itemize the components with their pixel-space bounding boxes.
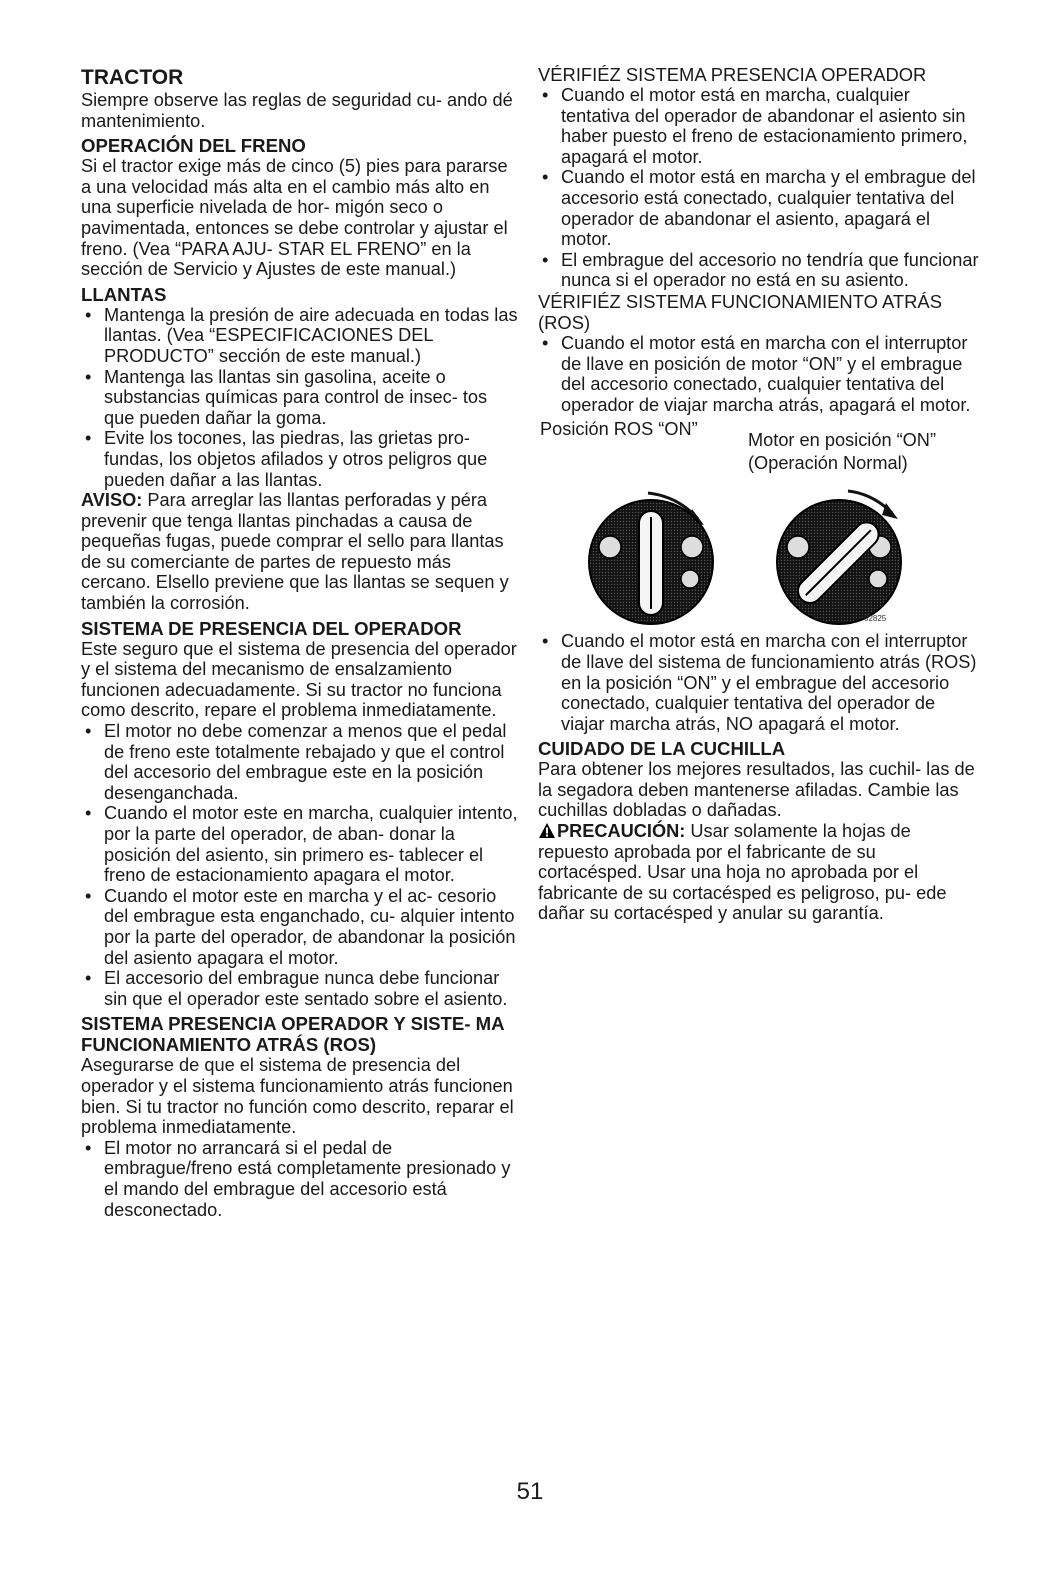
intro-text: Siempre observe las reglas de seguridad cu- ando dé mantenimiento. — [81, 90, 513, 131]
verify-ros-list — [538, 333, 983, 415]
ignition-key-switch-icon — [774, 487, 904, 627]
verify-ros-list-2 — [538, 631, 983, 734]
section-title-tractor: TRACTOR — [81, 66, 184, 89]
presence-list — [81, 721, 521, 1009]
presence-ros-text: Asegurarse de que el sistema de presencia del operador y el sistema funcionamiento atrás funcionen bien. Si tu tractor no función como descrito, reparar el problema inmediatamente. — [81, 1055, 514, 1138]
list-item: • Cuando el motor está en marcha con el interruptor de llave en posición de motor “ON” y el embrague del accesorio conectado, cualquier tentativa del operador de viajar marcha atrás, apagará el motor. — [538, 333, 983, 415]
blade-text: Para obtener los mejores resultados, las cuchil- las de la segadora deben mantenerse afiladas. Cambie las cuchillas dobladas o dañadas. — [538, 759, 975, 821]
brake-text: Si el tractor exige más de cinco (5) pies para pararse a una velocidad más alta en el cambio más alto en una superficie nivelada de hor- migón seco o pavimentada, entonces se debe controlar y ajustar el freno. (Vea “PARA AJU- STAR EL FRENO” en la sección de Servicio y Ajustes de este manual.) — [81, 156, 508, 280]
list-item: • Mantenga las llantas sin gasolina, aceite o substancias químicas para control de insec- tos que pueden dañar la goma. — [81, 367, 521, 429]
list-item: • Cuando el motor este en marcha, cualquier intento, por la parte del operador, de aban- donar la posición del asiento, sin primero es- tablecer el freno de estacionamiento apagara el motor. — [81, 803, 521, 885]
heading-verify-presence: VÉRIFIÉZ SISTEMA PRESENCIA OPERADOR — [538, 64, 927, 85]
list-item: • Cuando el motor este en marcha y el ac- cesorio del embrague esta enganchado, cu- alquier intento por la parte del operador, de abandonar la posición del asiento apagara el motor. — [81, 886, 521, 968]
list-item: • El motor no arrancará si el pedal de embrague/freno está completamente presionado y el mando del embrague del accesorio está desconectado. — [81, 1138, 521, 1220]
blade-caution — [538, 821, 983, 924]
tires-list — [81, 305, 521, 490]
list-item: • Mantenga la presión de aire adecuada en todas las llantas. (Vea “ESPECIFICACIONES DEL PRODUCTO” sección de este manual.) — [81, 305, 521, 367]
tires-notice — [81, 490, 521, 614]
left-column — [81, 64, 521, 1220]
presence-text: Este seguro que el sistema de presencia del operador y el sistema del mecanismo de ensalzamiento funcionen adecuadamente. Si su tractor no funciona como descrito, repare el problema inmediatamente. — [81, 638, 517, 721]
list-item: • Cuando el motor está en marcha y el embrague del accesorio está conectado, cualquier tentativa del operador de abandonar el asiento, apagará el motor. — [538, 167, 983, 249]
heading-operator-presence: SISTEMA DE PRESENCIA DEL OPERADOR — [81, 617, 462, 639]
heading-brake: OPERACIÓN DEL FRENO — [81, 135, 306, 157]
page-number: 51 — [516, 1478, 544, 1505]
list-item: • El motor no debe comenzar a menos que el pedal de freno este totalmente rebajado y que el control del accesorio del embrague este en la posición desenganchada. — [81, 721, 521, 803]
ignition-switch-figure — [538, 419, 983, 631]
figure-label-normal-operation: (Operación Normal) — [748, 453, 908, 474]
ignition-key-switch-icon — [586, 487, 716, 627]
heading-tires: LLANTAS — [81, 283, 167, 305]
list-item: • Evite los tocones, las piedras, las grietas pro- fundas, los objetos afilados y otros peligros que pueden dañar a las llantas. — [81, 428, 521, 490]
notice-text: Para arreglar las llantas perforadas y péra prevenir que tenga llantas pinchadas a causa de pequeñas fugas, puede comprar el sello para llantas de su comerciante de partes de repuesto más cercano. Elsello previene que las llantas se sequen y también la corrosión. — [81, 490, 509, 614]
figure-label-ros-on: Posición ROS “ON” — [540, 419, 698, 440]
list-item: • El accesorio del embrague nunca debe funcionar sin que el operador este sentado sobre el asiento. — [81, 968, 521, 1009]
heading-blade-care: CUIDADO DE LA CUCHILLA — [538, 738, 786, 760]
heading-presence-ros: SISTEMA PRESENCIA OPERADOR Y SISTE- MA FUNCIONAMIENTO ATRÁS (ROS) — [81, 1013, 504, 1056]
warning-triangle-icon — [538, 822, 556, 839]
verify-presence-list — [538, 85, 983, 291]
list-item: • Cuando el motor está en marcha con el interruptor de llave del sistema de funcionamiento atrás (ROS) en la posición “ON” y el embrague del accesorio conectado, cualquier tentativa del operador de viajar marcha atrás, NO apagará el motor. — [538, 631, 983, 734]
notice-label: AVISO: — [81, 490, 143, 511]
presence-ros-list — [81, 1138, 521, 1220]
list-item: • Cuando el motor está en marcha, cualquier tentativa del operador de abandonar el asiento sin haber puesto el freno de estacionamiento primero, apagará el motor. — [538, 85, 983, 167]
right-column — [538, 64, 983, 924]
list-item: • El embrague del accesorio no tendría que funcionar nunca si el operador no está en su asiento. — [538, 250, 983, 291]
figure-code: 02825 — [864, 614, 887, 624]
caution-text: Usar solamente la hojas de repuesto aprobada por el fabricante de su cortacésped. Usar una hoja no aprobada por el fabricante de su cortacésped es peligroso, pu- ede dañar su cortacésped y anular su garantía. — [538, 821, 947, 924]
caution-label: PRECAUCIÓN: — [557, 821, 686, 842]
figure-label-motor-on: Motor en posición “ON” — [748, 430, 937, 451]
heading-verify-ros: VÉRIFIÉZ SISTEMA FUNCIONAMIENTO ATRÁS (ROS) — [538, 290, 942, 333]
